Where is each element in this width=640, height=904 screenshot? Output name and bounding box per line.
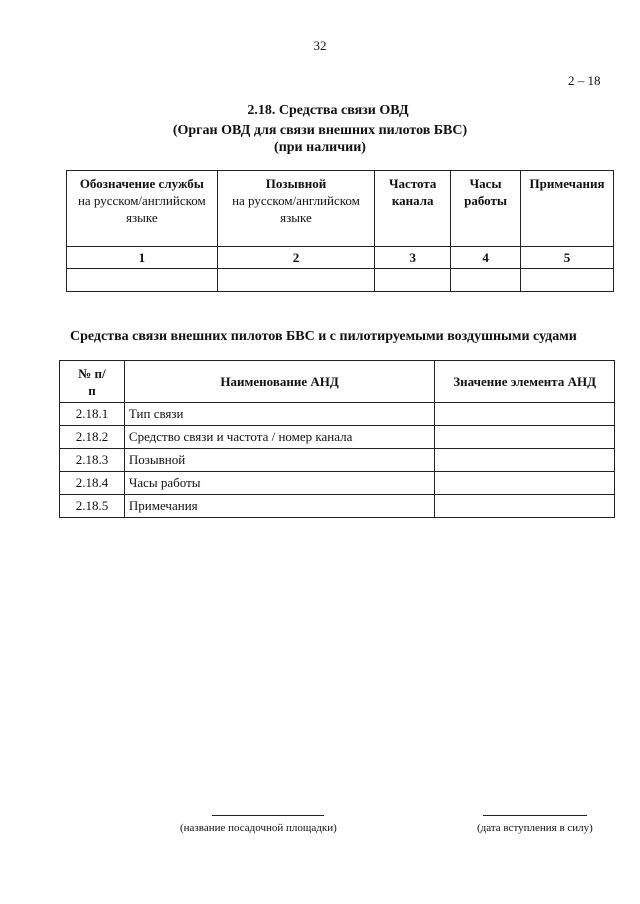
signature-line-site: [212, 815, 324, 816]
header-frequency-label: Частота канала: [389, 176, 437, 208]
column-number: 2: [217, 247, 375, 269]
table-row: [67, 269, 614, 292]
header-hours: [451, 171, 521, 247]
row-value: [435, 403, 615, 426]
row-label: Часы работы: [124, 472, 434, 495]
section-note: (при наличии): [274, 140, 366, 155]
effective-date-caption: (дата вступления в силу): [477, 822, 593, 834]
table-cell: [451, 269, 521, 292]
header-service-label: Обозначение службы: [79, 176, 204, 191]
row-number: 2.18.4: [60, 472, 125, 495]
row-label: Тип связи: [124, 403, 434, 426]
header-remarks-label: Примечания: [529, 176, 605, 191]
column-number: 1: [67, 247, 218, 269]
header-service: [67, 171, 218, 247]
row-value: [435, 495, 615, 518]
and-elements-table: [59, 360, 615, 518]
site-name-caption: (название посадочной площадки): [180, 822, 337, 834]
row-value: [435, 472, 615, 495]
page-number: 32: [313, 38, 327, 53]
signature-line-date: [483, 815, 587, 816]
column-number: 4: [451, 247, 521, 269]
table-header-row: [67, 171, 614, 247]
column-number: 5: [521, 247, 614, 269]
table-cell: [521, 269, 614, 292]
header-frequency: [375, 171, 451, 247]
table-row: [60, 449, 615, 472]
header-callsign-label: Позывной: [265, 176, 327, 191]
header-and-value: Значение элемента АНД: [435, 361, 615, 403]
row-label: Средство связи и частота / номер канала: [124, 426, 434, 449]
header-and-name: Наименование АНД: [124, 361, 434, 403]
row-value: [435, 426, 615, 449]
table-row: [60, 403, 615, 426]
header-hours-label: Часы работы: [464, 176, 508, 208]
section2-title: Средства связи внешних пилотов БВС и с пилотируемыми воздушными судами: [70, 329, 577, 344]
header-remarks: [521, 171, 614, 247]
row-number: 2.18.3: [60, 449, 125, 472]
table-cell: [375, 269, 451, 292]
row-label: Позывной: [124, 449, 434, 472]
table-cell: [217, 269, 375, 292]
table-row: [60, 426, 615, 449]
column-number-row: [67, 247, 614, 269]
header-service-sub: на русском/английском языке: [77, 193, 206, 225]
table-cell: [67, 269, 218, 292]
header-number-label: № п/п: [78, 365, 106, 398]
communications-table: [66, 170, 614, 292]
header-number: [60, 361, 125, 403]
table-header-row: [60, 361, 615, 403]
row-number: 2.18.1: [60, 403, 125, 426]
row-number: 2.18.5: [60, 495, 125, 518]
row-label: Примечания: [124, 495, 434, 518]
table-row: [60, 472, 615, 495]
table-row: [60, 495, 615, 518]
page-code: 2 – 18: [568, 73, 601, 88]
header-callsign-sub: на русском/английском языке: [232, 193, 360, 225]
header-callsign: [217, 171, 375, 247]
row-number: 2.18.2: [60, 426, 125, 449]
section-title: 2.18. Средства связи ОВД: [247, 103, 409, 118]
row-value: [435, 449, 615, 472]
section-subtitle: (Орган ОВД для связи внешних пилотов БВС): [172, 123, 468, 138]
column-number: 3: [375, 247, 451, 269]
